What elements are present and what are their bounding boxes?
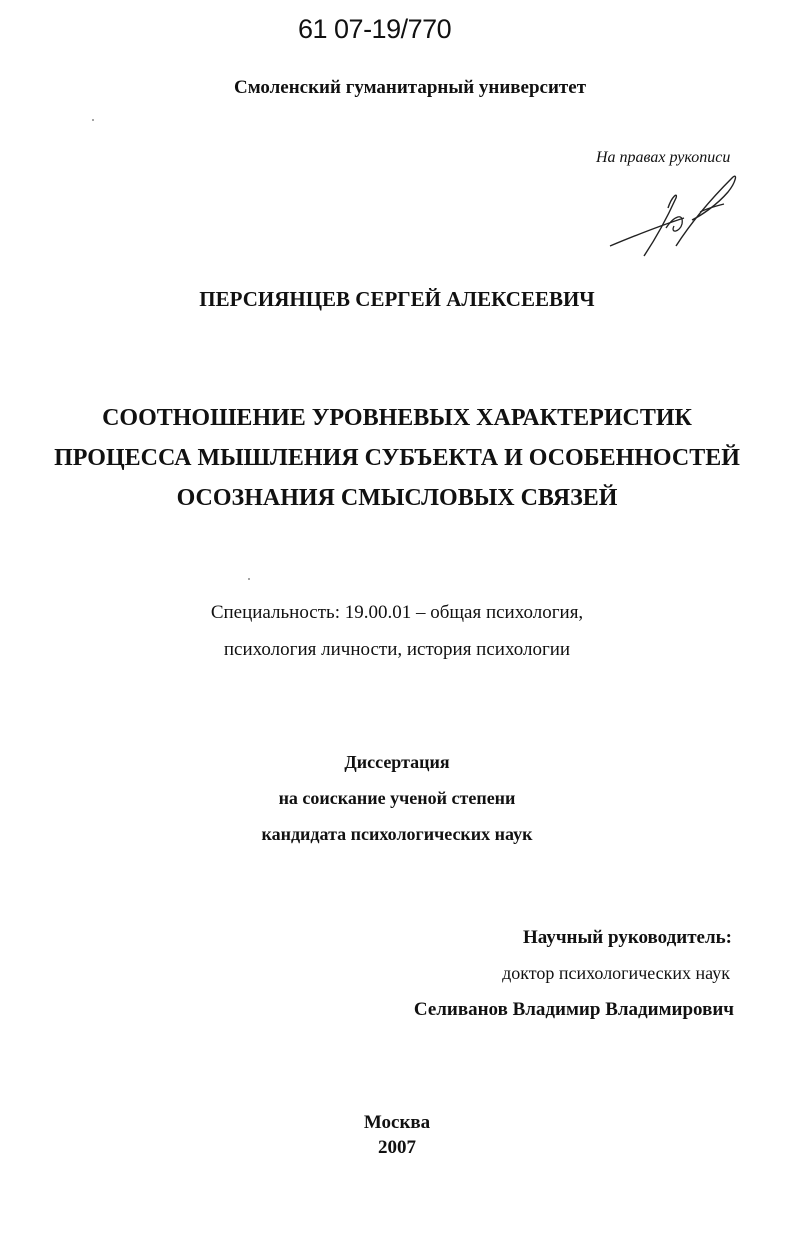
degree-line: кандидата психологических наук xyxy=(261,824,533,844)
scan-speck xyxy=(92,119,94,121)
rights-note: На правах рукописи xyxy=(596,149,731,166)
degree-line: на соискание ученой степени xyxy=(278,788,516,808)
title-line: ПРОЦЕССА МЫШЛЕНИЯ СУБЪЕКТА И ОСОБЕННОСТЕЙ xyxy=(54,445,740,471)
specialty-line: психология личности, история психологии xyxy=(223,639,571,660)
title-line: ОСОЗНАНИЯ СМЫСЛОВЫХ СВЯЗЕЙ xyxy=(176,485,618,511)
specialty-line: Специальность: 19.00.01 – общая психология, xyxy=(210,602,584,623)
supervisor-degree: доктор психологических наук xyxy=(502,963,730,983)
specialty xyxy=(0,594,794,668)
signature-image xyxy=(604,168,744,258)
dissertation-title xyxy=(0,398,794,518)
scan-speck xyxy=(248,578,250,580)
degree-statement xyxy=(0,744,794,852)
supervisor-name: Селиванов Владимир Владимирович xyxy=(413,999,734,1020)
year: 2007 xyxy=(378,1137,416,1158)
author-name: ПЕРСИЯНЦЕВ СЕРГЕЙ АЛЕКСЕЕВИЧ xyxy=(199,287,595,311)
degree-heading: Диссертация xyxy=(344,752,450,772)
place-and-year xyxy=(0,1110,794,1160)
catalog-number: 61 07-19/770 xyxy=(298,14,452,44)
university-name: Смоленский гуманитарный университет xyxy=(233,77,587,98)
supervisor-label: Научный руководитель: xyxy=(523,927,732,948)
title-line: СООТНОШЕНИЕ УРОВНЕВЫХ ХАРАКТЕРИСТИК xyxy=(102,405,692,431)
city: Москва xyxy=(363,1112,431,1133)
